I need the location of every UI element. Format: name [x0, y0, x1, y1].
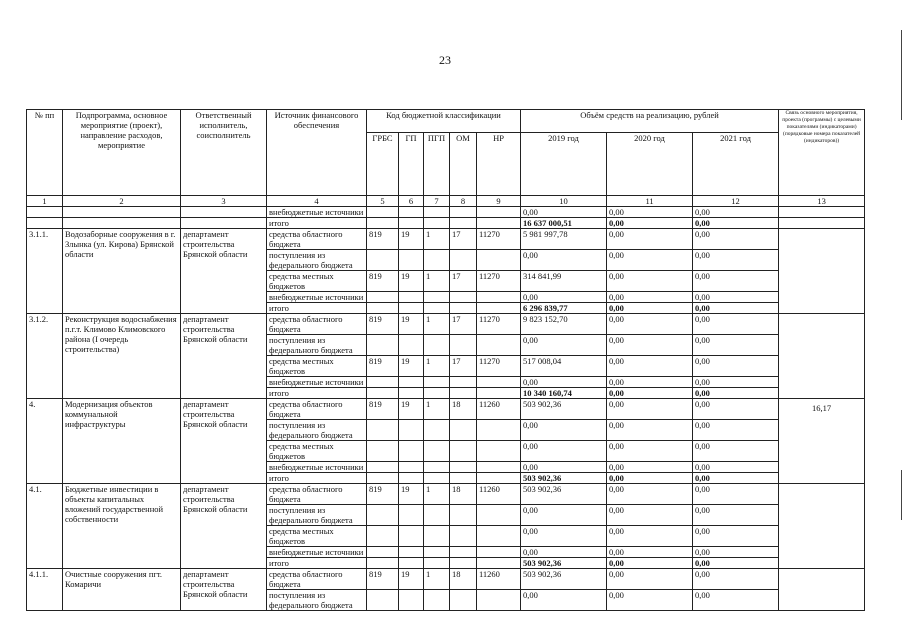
item-name: Водозаборные сооружения в г. Злынка (ул. Кирова) Брянской области — [63, 229, 181, 314]
value-2019: 9 823 152,70 — [521, 314, 607, 335]
gp-cell — [399, 377, 424, 388]
source-cell: средства местных бюджетов — [267, 356, 367, 377]
table-row — [27, 569, 865, 590]
empty-cell — [63, 218, 181, 229]
column-number: 9 — [477, 196, 521, 207]
np-cell — [477, 462, 521, 473]
value-2021: 0,00 — [693, 335, 779, 356]
indicator-link — [779, 314, 865, 399]
gp-cell — [399, 473, 424, 484]
table-row — [27, 229, 865, 250]
gp-cell: 19 — [399, 229, 424, 250]
source-cell: поступления из федерального бюджета — [267, 335, 367, 356]
grbs-cell: 819 — [367, 399, 399, 420]
gp-cell: 19 — [399, 314, 424, 335]
item-number: 3.1.1. — [27, 229, 63, 314]
np-cell — [477, 547, 521, 558]
value-2021: 0,00 — [693, 399, 779, 420]
table-row — [27, 314, 865, 335]
column-number: 3 — [181, 196, 267, 207]
page-edge-line — [901, 470, 902, 520]
pgp-cell — [424, 590, 450, 611]
om-cell: 18 — [450, 569, 477, 590]
om-cell — [450, 505, 477, 526]
item-number: 4.1.1. — [27, 569, 63, 611]
np-cell — [477, 505, 521, 526]
value-2019: 0,00 — [521, 250, 607, 271]
pgp-cell: 1 — [424, 356, 450, 377]
header-grbs: ГРБС — [367, 133, 399, 196]
np-cell — [477, 420, 521, 441]
value-2019: 0,00 — [521, 207, 607, 218]
header-om: ОМ — [450, 133, 477, 196]
item-number: 4. — [27, 399, 63, 484]
source-cell: средства местных бюджетов — [267, 271, 367, 292]
source-cell: средства областного бюджета — [267, 314, 367, 335]
indicator-link — [779, 484, 865, 569]
value-2019: 0,00 — [521, 292, 607, 303]
value-2021: 0,00 — [693, 388, 779, 399]
header-np: НР — [477, 133, 521, 196]
grbs-cell: 819 — [367, 484, 399, 505]
source-cell: поступления из федерального бюджета — [267, 420, 367, 441]
pgp-cell — [424, 377, 450, 388]
om-cell — [450, 547, 477, 558]
indicator-link — [779, 569, 865, 611]
value-2020: 0,00 — [607, 292, 693, 303]
source-cell: итого — [267, 558, 367, 569]
grbs-cell: 819 — [367, 569, 399, 590]
value-2020: 0,00 — [607, 229, 693, 250]
pgp-cell — [424, 505, 450, 526]
pgp-cell — [424, 526, 450, 547]
np-cell — [477, 558, 521, 569]
value-2020: 0,00 — [607, 377, 693, 388]
om-cell — [450, 462, 477, 473]
item-name: Очистные сооружения пгт. Комаричи — [63, 569, 181, 611]
grbs-cell: 819 — [367, 271, 399, 292]
value-2019: 503 902,36 — [521, 399, 607, 420]
om-cell — [450, 292, 477, 303]
value-2021: 0,00 — [693, 558, 779, 569]
column-number: 11 — [607, 196, 693, 207]
gp-cell — [399, 526, 424, 547]
grbs-cell — [367, 335, 399, 356]
empty-cell — [27, 218, 63, 229]
grbs-cell — [367, 420, 399, 441]
gp-cell — [399, 335, 424, 356]
pgp-cell: 1 — [424, 484, 450, 505]
gp-cell — [399, 420, 424, 441]
item-executor: департамент строительства Брянской области — [181, 569, 267, 611]
value-2019: 0,00 — [521, 441, 607, 462]
empty-cell — [181, 218, 267, 229]
link-cell — [779, 218, 865, 229]
om-cell — [450, 335, 477, 356]
code-cell — [399, 207, 424, 218]
value-2019: 0,00 — [521, 505, 607, 526]
value-2020: 0,00 — [607, 558, 693, 569]
item-name: Модернизация объектов коммунальной инфраструктуры — [63, 399, 181, 484]
table-row — [27, 399, 865, 420]
grbs-cell — [367, 377, 399, 388]
grbs-cell — [367, 441, 399, 462]
gp-cell — [399, 590, 424, 611]
gp-cell — [399, 547, 424, 558]
om-cell: 17 — [450, 229, 477, 250]
header-budget-code: Код бюджетной классификации — [367, 110, 521, 133]
value-2021: 0,00 — [693, 271, 779, 292]
code-cell — [424, 207, 450, 218]
item-number: 4.1. — [27, 484, 63, 569]
value-2021: 0,00 — [693, 229, 779, 250]
gp-cell: 19 — [399, 356, 424, 377]
om-cell: 17 — [450, 314, 477, 335]
value-2020: 0,00 — [607, 399, 693, 420]
value-2020: 0,00 — [607, 207, 693, 218]
source-cell: внебюджетные источники — [267, 462, 367, 473]
table-row — [27, 207, 865, 218]
pgp-cell — [424, 303, 450, 314]
value-2019: 0,00 — [521, 590, 607, 611]
om-cell: 17 — [450, 271, 477, 292]
np-cell — [477, 388, 521, 399]
empty-cell — [27, 207, 63, 218]
grbs-cell — [367, 505, 399, 526]
gp-cell — [399, 292, 424, 303]
grbs-cell — [367, 590, 399, 611]
grbs-cell — [367, 558, 399, 569]
gp-cell — [399, 250, 424, 271]
value-2020: 0,00 — [607, 547, 693, 558]
item-number: 3.1.2. — [27, 314, 63, 399]
value-2019: 5 981 997,78 — [521, 229, 607, 250]
pgp-cell — [424, 462, 450, 473]
source-cell: поступления из федерального бюджета — [267, 505, 367, 526]
source-cell: средства областного бюджета — [267, 569, 367, 590]
source-cell: средства областного бюджета — [267, 484, 367, 505]
code-cell — [450, 218, 477, 229]
value-2020: 0,00 — [607, 356, 693, 377]
header-name: Подпрограмма, основное мероприятие (проект), направление расходов, мероприятие — [63, 110, 181, 196]
page-number: 23 — [439, 53, 451, 67]
gp-cell: 19 — [399, 484, 424, 505]
pgp-cell — [424, 441, 450, 462]
value-2020: 0,00 — [607, 462, 693, 473]
item-name: Бюджетные инвестиции в объекты капитальных вложений государственной собственности — [63, 484, 181, 569]
om-cell — [450, 526, 477, 547]
value-2021: 0,00 — [693, 218, 779, 229]
code-cell — [477, 218, 521, 229]
code-cell — [367, 207, 399, 218]
grbs-cell — [367, 547, 399, 558]
indicator-link — [779, 229, 865, 314]
grbs-cell — [367, 303, 399, 314]
value-2021: 0,00 — [693, 441, 779, 462]
value-2021: 0,00 — [693, 569, 779, 590]
value-2019: 6 296 839,77 — [521, 303, 607, 314]
om-cell — [450, 250, 477, 271]
value-2020: 0,00 — [607, 505, 693, 526]
column-number: 10 — [521, 196, 607, 207]
grbs-cell — [367, 526, 399, 547]
np-cell — [477, 473, 521, 484]
pgp-cell: 1 — [424, 314, 450, 335]
header-gp: ГП — [399, 133, 424, 196]
header-2019: 2019 год — [521, 133, 607, 196]
np-cell — [477, 526, 521, 547]
value-2021: 0,00 — [693, 484, 779, 505]
value-2021: 0,00 — [693, 207, 779, 218]
source-cell: поступления из федерального бюджета — [267, 590, 367, 611]
np-cell: 11260 — [477, 569, 521, 590]
value-2019: 16 637 000,51 — [521, 218, 607, 229]
value-2021: 0,00 — [693, 526, 779, 547]
empty-cell — [63, 207, 181, 218]
gp-cell — [399, 303, 424, 314]
source-cell: итого — [267, 388, 367, 399]
pgp-cell — [424, 388, 450, 399]
value-2021: 0,00 — [693, 292, 779, 303]
column-number: 6 — [399, 196, 424, 207]
value-2021: 0,00 — [693, 473, 779, 484]
pgp-cell — [424, 335, 450, 356]
np-cell: 11270 — [477, 356, 521, 377]
value-2020: 0,00 — [607, 441, 693, 462]
om-cell: 17 — [450, 356, 477, 377]
pgp-cell — [424, 250, 450, 271]
pgp-cell — [424, 420, 450, 441]
np-cell — [477, 377, 521, 388]
pgp-cell — [424, 292, 450, 303]
table-row — [27, 218, 865, 229]
header-num: № пп — [27, 110, 63, 196]
value-2019: 0,00 — [521, 547, 607, 558]
code-cell — [399, 218, 424, 229]
grbs-cell — [367, 292, 399, 303]
pgp-cell: 1 — [424, 229, 450, 250]
om-cell — [450, 558, 477, 569]
value-2019: 0,00 — [521, 420, 607, 441]
pgp-cell — [424, 558, 450, 569]
om-cell — [450, 388, 477, 399]
source-cell: поступления из федерального бюджета — [267, 250, 367, 271]
grbs-cell — [367, 473, 399, 484]
value-2020: 0,00 — [607, 271, 693, 292]
grbs-cell — [367, 388, 399, 399]
np-cell — [477, 250, 521, 271]
np-cell: 11260 — [477, 399, 521, 420]
code-cell — [367, 218, 399, 229]
gp-cell — [399, 441, 424, 462]
value-2020: 0,00 — [607, 569, 693, 590]
om-cell — [450, 303, 477, 314]
value-2021: 0,00 — [693, 547, 779, 558]
om-cell — [450, 473, 477, 484]
gp-cell — [399, 388, 424, 399]
header-row — [27, 110, 865, 133]
column-number: 2 — [63, 196, 181, 207]
np-cell — [477, 303, 521, 314]
source-cell: итого — [267, 303, 367, 314]
np-cell: 11270 — [477, 229, 521, 250]
header-link: Связь основного мероприятия, проекта (программы) с целевыми показателями (индикаторами) (порядковые номера показателей (индикаторов)) — [779, 110, 865, 196]
gp-cell — [399, 505, 424, 526]
budget-table — [26, 109, 865, 611]
value-2021: 0,00 — [693, 377, 779, 388]
header-exec: Ответственный исполнитель, соисполнитель — [181, 110, 267, 196]
empty-cell — [181, 207, 267, 218]
source-cell: средства областного бюджета — [267, 399, 367, 420]
item-name: Реконструкция водоснабжения п.г.т. Климово Климовского района (I очередь строительства) — [63, 314, 181, 399]
value-2021: 0,00 — [693, 505, 779, 526]
np-cell: 11270 — [477, 314, 521, 335]
np-cell — [477, 335, 521, 356]
np-cell — [477, 590, 521, 611]
np-cell: 11270 — [477, 271, 521, 292]
header-pgp: ПГП — [424, 133, 450, 196]
column-number: 5 — [367, 196, 399, 207]
value-2020: 0,00 — [607, 526, 693, 547]
om-cell — [450, 590, 477, 611]
pgp-cell: 1 — [424, 399, 450, 420]
value-2019: 503 902,36 — [521, 473, 607, 484]
value-2021: 0,00 — [693, 303, 779, 314]
header-volume: Объём средств на реализацию, рублей — [521, 110, 779, 133]
value-2020: 0,00 — [607, 590, 693, 611]
value-2019: 503 902,36 — [521, 569, 607, 590]
value-2020: 0,00 — [607, 473, 693, 484]
value-2020: 0,00 — [607, 388, 693, 399]
column-number: 12 — [693, 196, 779, 207]
column-number: 13 — [779, 196, 865, 207]
np-cell: 11260 — [477, 484, 521, 505]
header-2021: 2021 год — [693, 133, 779, 196]
source-cell: внебюджетные источники — [267, 377, 367, 388]
source-cell: внебюджетные источники — [267, 292, 367, 303]
grbs-cell: 819 — [367, 356, 399, 377]
value-2020: 0,00 — [607, 303, 693, 314]
column-number: 8 — [450, 196, 477, 207]
value-2019: 503 902,36 — [521, 484, 607, 505]
link-cell — [779, 207, 865, 218]
code-cell — [424, 218, 450, 229]
item-executor: департамент строительства Брянской области — [181, 484, 267, 569]
source-cell: внебюджетные источники — [267, 547, 367, 558]
value-2021: 0,00 — [693, 590, 779, 611]
value-2020: 0,00 — [607, 484, 693, 505]
value-2020: 0,00 — [607, 420, 693, 441]
pgp-cell — [424, 547, 450, 558]
om-cell — [450, 420, 477, 441]
value-2021: 0,00 — [693, 462, 779, 473]
gp-cell: 19 — [399, 399, 424, 420]
grbs-cell: 819 — [367, 314, 399, 335]
value-2019: 0,00 — [521, 335, 607, 356]
value-2019: 517 008,04 — [521, 356, 607, 377]
table-row — [27, 484, 865, 505]
value-2019: 0,00 — [521, 526, 607, 547]
gp-cell — [399, 558, 424, 569]
om-cell — [450, 377, 477, 388]
value-2019: 314 841,99 — [521, 271, 607, 292]
value-2021: 0,00 — [693, 356, 779, 377]
om-cell: 18 — [450, 484, 477, 505]
item-executor: департамент строительства Брянской области — [181, 314, 267, 399]
source-cell: средства местных бюджетов — [267, 526, 367, 547]
code-cell — [450, 207, 477, 218]
column-number: 4 — [267, 196, 367, 207]
value-2021: 0,00 — [693, 420, 779, 441]
value-2019: 0,00 — [521, 462, 607, 473]
column-number: 1 — [27, 196, 63, 207]
om-cell — [450, 441, 477, 462]
grbs-cell — [367, 250, 399, 271]
value-2020: 0,00 — [607, 218, 693, 229]
source-cell: средства областного бюджета — [267, 229, 367, 250]
page-edge-line — [901, 30, 902, 120]
pgp-cell — [424, 473, 450, 484]
code-cell — [477, 207, 521, 218]
value-2021: 0,00 — [693, 314, 779, 335]
pgp-cell: 1 — [424, 271, 450, 292]
value-2020: 0,00 — [607, 250, 693, 271]
source-cell: итого — [267, 473, 367, 484]
source-cell: средства местных бюджетов — [267, 441, 367, 462]
gp-cell: 19 — [399, 569, 424, 590]
header-2020: 2020 год — [607, 133, 693, 196]
value-2021: 0,00 — [693, 250, 779, 271]
item-executor: департамент строительства Брянской области — [181, 229, 267, 314]
column-number: 7 — [424, 196, 450, 207]
indicator-link: 16,17 — [779, 399, 865, 484]
header-source: Источник финансового обеспечения — [267, 110, 367, 196]
gp-cell — [399, 462, 424, 473]
grbs-cell: 819 — [367, 229, 399, 250]
source-cell: итого — [267, 218, 367, 229]
value-2020: 0,00 — [607, 335, 693, 356]
value-2019: 10 340 160,74 — [521, 388, 607, 399]
column-number-row — [27, 196, 865, 207]
source-cell: внебюджетные источники — [267, 207, 367, 218]
pgp-cell: 1 — [424, 569, 450, 590]
om-cell: 18 — [450, 399, 477, 420]
item-executor: департамент строительства Брянской области — [181, 399, 267, 484]
value-2019: 0,00 — [521, 377, 607, 388]
value-2019: 503 902,36 — [521, 558, 607, 569]
value-2020: 0,00 — [607, 314, 693, 335]
gp-cell: 19 — [399, 271, 424, 292]
grbs-cell — [367, 462, 399, 473]
np-cell — [477, 292, 521, 303]
np-cell — [477, 441, 521, 462]
